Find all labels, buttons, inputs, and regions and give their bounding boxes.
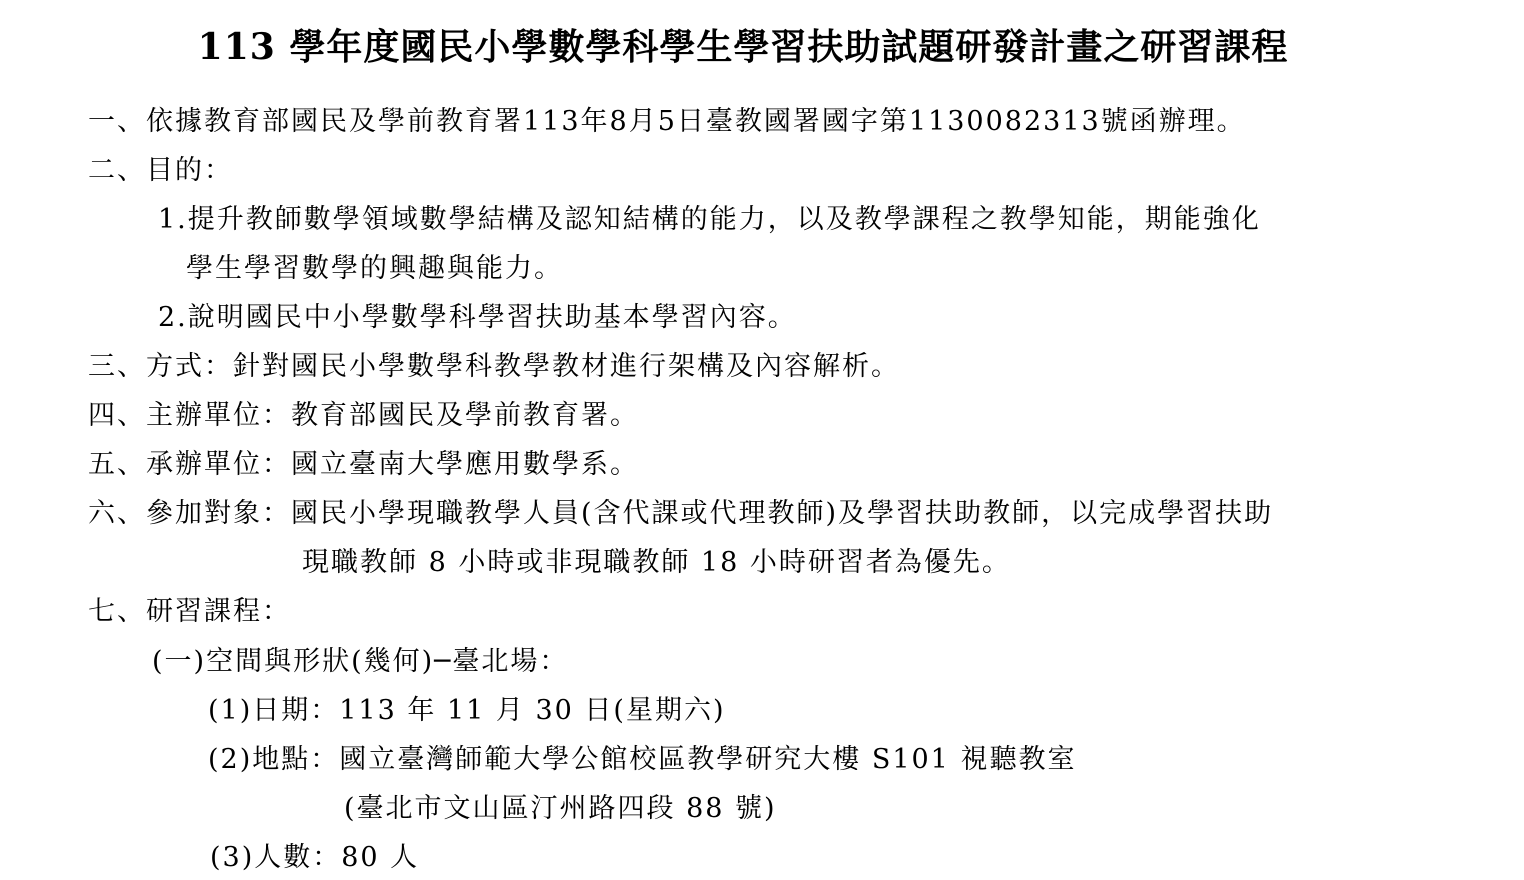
item-basis: 一、依據教育部國民及學前教育署113年8月5日臺教國署國字第1130082313號函辦理。: [88, 106, 1246, 137]
purpose-point-2: 2.說明國民中小學數學科學習扶助基本學習內容。: [158, 302, 797, 333]
course-section-1-heading: (一)空間與形狀(幾何)─臺北場：: [152, 646, 569, 677]
item-purpose-heading: 二、目的：: [88, 155, 233, 186]
item-courses-heading: 七、研習課程：: [88, 596, 291, 627]
item-participants: 六、參加對象：國民小學現職教學人員(含代課或代理教師)及學習扶助教師，以完成學習扶助: [88, 498, 1274, 529]
item-participants-continued: 現職教師 8 小時或非現職教師 18 小時研習者為優先。: [302, 547, 1011, 578]
document-title: 113 學年度國民小學數學科學生學習扶助試題研發計畫之研習課程: [197, 26, 1289, 68]
item-organizer: 四、主辦單位：教育部國民及學前教育署。: [88, 400, 639, 431]
course-location: (2)地點：國立臺灣師範大學公館校區教學研究大樓 S101 視聽教室: [208, 744, 1077, 775]
course-address: (臺北市文山區汀州路四段 88 號): [344, 793, 777, 824]
purpose-point-1: 1.提升教師數學領域數學結構及認知結構的能力，以及教學課程之教學知能，期能強化: [158, 204, 1261, 235]
item-host: 五、承辦單位：國立臺南大學應用數學系。: [88, 449, 639, 480]
course-capacity: (3)人數：80 人: [210, 842, 420, 873]
item-method: 三、方式：針對國民小學數學科教學教材進行架構及內容解析。: [88, 351, 900, 382]
purpose-point-1-continued: 學生學習數學的興趣與能力。: [186, 253, 563, 284]
course-date: (1)日期：113 年 11 月 30 日(星期六): [208, 695, 726, 726]
